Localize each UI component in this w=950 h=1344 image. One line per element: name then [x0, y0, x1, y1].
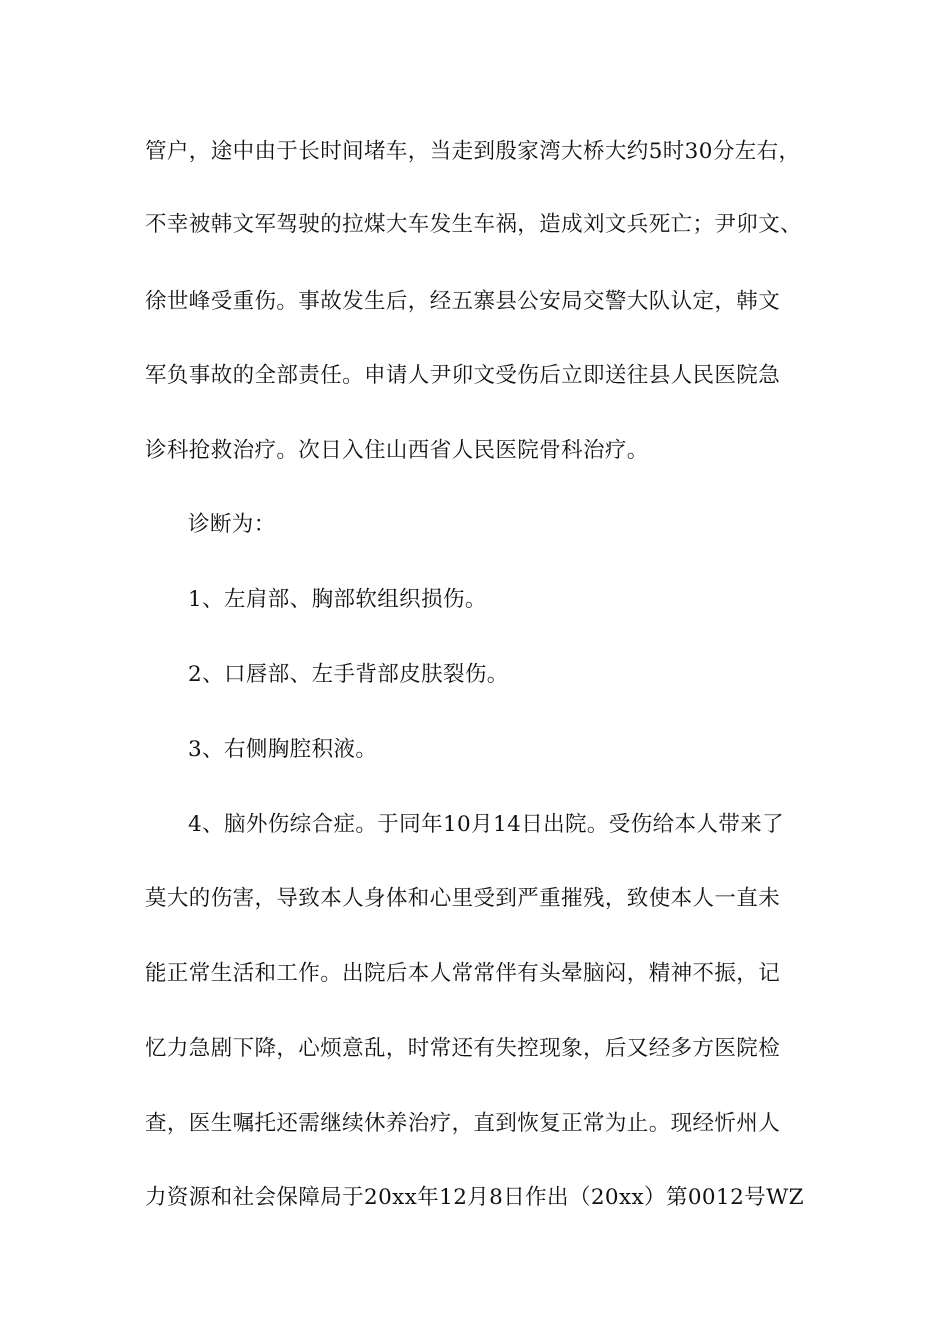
text-line: 诊断为：	[188, 512, 276, 537]
text-line: 能正常生活和工作。出院后本人常常伴有头晕脑闷，精神不振，记	[145, 961, 781, 986]
text-line: 查，医生嘱托还需继续休养治疗，直到恢复正常为止。现经忻州人	[145, 1111, 781, 1136]
list-item: 1、左肩部、胸部软组织损伤。	[188, 587, 487, 612]
list-item: 4、脑外伤综合症。于同年10月14日出院。受伤给本人带来了	[188, 812, 784, 837]
text-line: 徐世峰受重伤。事故发生后，经五寨县公安局交警大队认定，韩文	[145, 289, 781, 314]
text-line: 不幸被韩文军驾驶的拉煤大车发生车祸，造成刘文兵死亡；尹卯文、	[145, 212, 803, 237]
text-line: 军负事故的全部责任。申请人尹卯文受伤后立即送往县人民医院急	[145, 363, 781, 388]
text-line: 力资源和社会保障局于20xx年12月8日作出（20xx）第0012号WZ	[145, 1185, 804, 1210]
list-item: 2、口唇部、左手背部皮肤裂伤。	[188, 662, 509, 687]
text-line: 莫大的伤害，导致本人身体和心里受到严重摧残，致使本人一直未	[145, 886, 781, 911]
list-item: 3、右侧胸腔积液。	[188, 737, 378, 762]
text-line: 忆力急剧下降，心烦意乱，时常还有失控现象，后又经多方医院检	[145, 1036, 781, 1061]
text-line: 管户，途中由于长时间堵车，当走到殷家湾大桥大约5时30分左右，	[145, 139, 801, 164]
text-line: 诊科抢救治疗。次日入住山西省人民医院骨科治疗。	[145, 438, 649, 463]
